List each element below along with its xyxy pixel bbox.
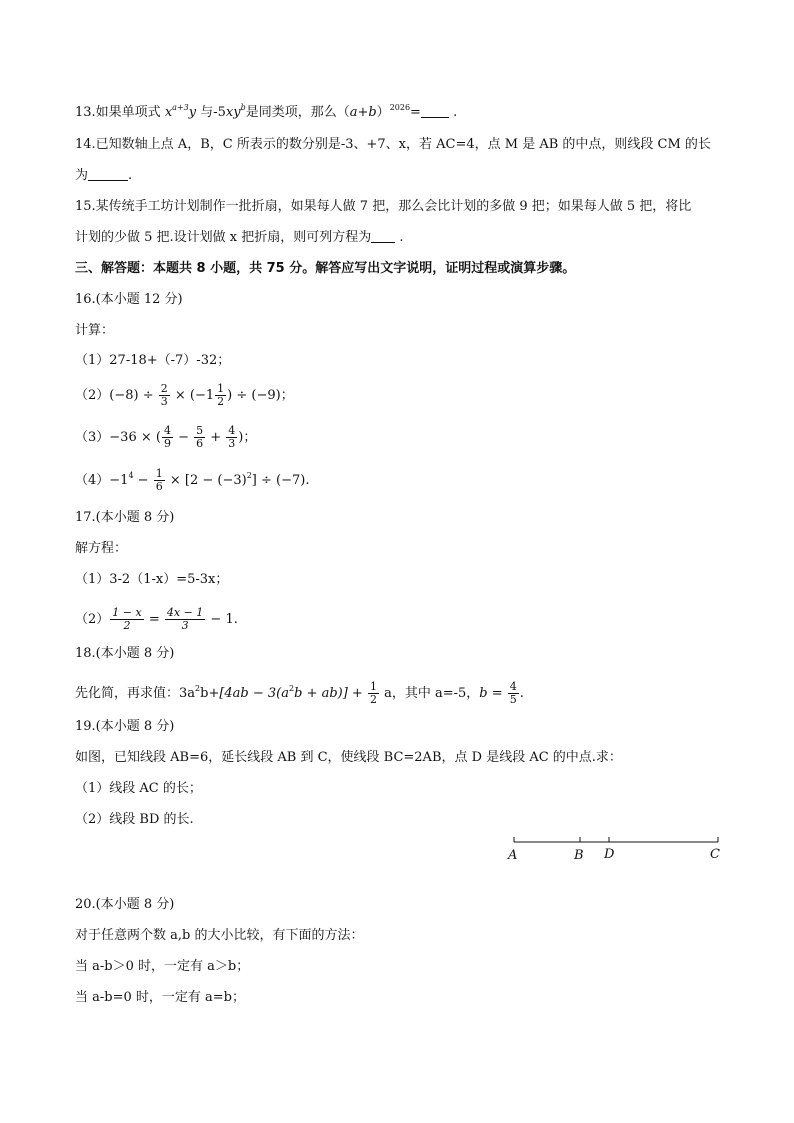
question-19-part-2: （2）线段 BD 的长. — [75, 812, 194, 827]
q17-p2-eq: = — [144, 612, 164, 627]
q16-p3-a: −36 × ( — [109, 430, 161, 445]
label-b: B — [574, 848, 584, 863]
q18-text-b: b+ — [200, 686, 220, 701]
q16-p3-frac-3: $\frac{4}{3}$ — [228, 424, 236, 450]
q16-p4-sup2: 2 — [246, 471, 252, 480]
q16-p2-a: (−8) ÷ — [109, 388, 158, 403]
question-19-part-1: （1）线段 AC 的长； — [75, 781, 202, 796]
q16-p2-b: × (−1 — [170, 388, 215, 403]
q16-p3-label: （3） — [75, 430, 110, 445]
q13-answer-blank[interactable] — [421, 105, 449, 118]
segment-diagram — [500, 830, 730, 866]
question-16-part-2 — [75, 383, 734, 408]
question-16-part-3 — [75, 425, 734, 450]
q16-p2-c: ) ÷ (−9) — [227, 388, 281, 403]
q14-answer-blank[interactable] — [88, 168, 128, 181]
q14-prefix: 为 — [75, 168, 89, 183]
question-16-part-1: （1）27-18+（-7）-32； — [75, 353, 231, 368]
q16-p2-frac-1: $\frac{2}{3}$ — [160, 382, 168, 408]
q16-p4-d: ] ÷ (−7) — [251, 473, 306, 488]
q16-p2-frac-2: $\frac{1}{2}$ — [217, 382, 225, 408]
label-c: C — [710, 847, 720, 862]
q13-prefix: 13.如果单项式 — [75, 105, 165, 120]
question-17-part-2 — [75, 607, 734, 632]
q18-frac: $\frac{1}{2}$ — [369, 680, 377, 706]
q16-p3-d: ) — [238, 430, 244, 445]
q16-p4-b: − — [133, 473, 153, 488]
question-15-line-2 — [75, 229, 734, 247]
q13-end: . — [448, 105, 458, 120]
q17-p2-frac-1: $\frac{1 - x}{2}$ — [112, 606, 142, 632]
q17-p2-tail: − 1 — [206, 612, 234, 627]
q14-end: . — [128, 168, 133, 183]
question-16-part-4 — [75, 468, 734, 493]
q13-close: ） — [376, 105, 390, 120]
question-18-header: 18.(本小题 8 分) — [75, 646, 175, 661]
question-18-body — [75, 681, 734, 706]
q16-p4-end: . — [305, 473, 310, 488]
q13-xy: xy — [225, 105, 241, 120]
question-20-header: 20.(本小题 8 分) — [75, 897, 175, 912]
q17-p2-end: . — [233, 612, 238, 627]
question-14-line-1: 14.已知数轴上点 A，B，C 所表示的数分别是-3、+7、x，若 AC=4，点 M 是 AB 的中点，则线段 CM 的长 — [75, 137, 711, 152]
label-d: D — [604, 847, 615, 862]
question-16-intro: 计算： — [75, 323, 115, 338]
q16-p4-sup: 4 — [128, 471, 134, 480]
q18-sup-2: 2 — [289, 684, 295, 693]
q16-p4-frac: $\frac{1}{6}$ — [155, 467, 163, 493]
q13-y: y — [188, 105, 197, 120]
question-14-line-2 — [75, 167, 734, 185]
q16-p3-end: ； — [243, 430, 257, 445]
question-19-header: 19.(本小题 8 分) — [75, 719, 175, 734]
q18-text-c: a，其中 a=-5， — [379, 686, 480, 701]
label-a: A — [508, 848, 518, 863]
q15-answer-blank[interactable] — [371, 230, 395, 243]
q16-p3-b: − — [173, 430, 194, 445]
question-15-line-1: 15.某传统手工坊计划制作一批折扇，如果每人做 7 把，那么会比计划的多做 9 把；如果每人做 5 把，将比 — [75, 199, 692, 214]
q18-sup-1: 2 — [195, 684, 201, 693]
q18-text-a: 先化简，再求值：3a — [75, 686, 196, 701]
q13-exp-a: a+3 — [172, 103, 189, 112]
question-16-header: 16.(本小题 12 分) — [75, 292, 183, 307]
q13-mid2: 是同类项，那么（ — [245, 105, 350, 120]
question-20-line-1: 对于任意两个数 a,b 的大小比较，有下面的方法： — [75, 928, 364, 943]
q16-p3-frac-1: $\frac{4}{9}$ — [163, 424, 171, 450]
q17-p2-label: （2） — [75, 612, 110, 627]
q18-expr-2: b + ab)] + — [294, 686, 367, 701]
question-13 — [75, 104, 734, 122]
q15-text: 计划的少做 5 把.设计划做 x 把折扇，则可列方程为 — [75, 230, 372, 245]
q16-p2-end: ； — [280, 388, 294, 403]
question-17-header: 17.(本小题 8 分) — [75, 510, 175, 525]
q18-end: . — [519, 686, 524, 701]
q13-exp-b: b — [240, 103, 246, 112]
q16-p3-frac-2: $\frac{5}{6}$ — [196, 424, 204, 450]
q16-p4-c: × [2 − (−3) — [165, 473, 247, 488]
q16-p4-a: −1 — [109, 473, 129, 488]
q13-x: x — [164, 105, 173, 120]
question-20-line-3: 当 a-b=0 时，一定有 a=b； — [75, 990, 245, 1005]
question-20-line-2: 当 a-b＞0 时，一定有 a＞b； — [75, 959, 250, 974]
q18-b-eq: b = — [479, 686, 507, 701]
q16-p3-c: + — [206, 430, 226, 445]
q18-expr: [4ab − 3(a — [219, 686, 290, 701]
question-17-intro: 解方程： — [75, 541, 128, 556]
section-3-heading: 三、解答题：本题共 8 小题，共 75 分。解答应写出文字说明，证明过程或演算步骤。 — [75, 261, 576, 276]
q17-p2-frac-2: $\frac{4x - 1}{3}$ — [166, 606, 204, 632]
q15-end: . — [395, 230, 404, 245]
q13-mid: 与-5 — [196, 105, 226, 120]
q18-b-frac: $\frac{4}{5}$ — [509, 680, 517, 706]
q13-exp-2026: 2026 — [389, 103, 411, 112]
q16-p4-label: （4） — [75, 473, 110, 488]
q13-eq: = — [410, 105, 421, 120]
q13-ab: a+b — [349, 105, 377, 120]
q16-p2-label: （2） — [75, 388, 110, 403]
question-19-line-1: 如图，已知线段 AB=6，延长线段 AB 到 C，使线段 BC=2AB，点 D 是线段 AC 的中点.求： — [75, 750, 622, 765]
question-17-part-1: （1）3-2（1-x）=5-3x； — [75, 572, 229, 587]
